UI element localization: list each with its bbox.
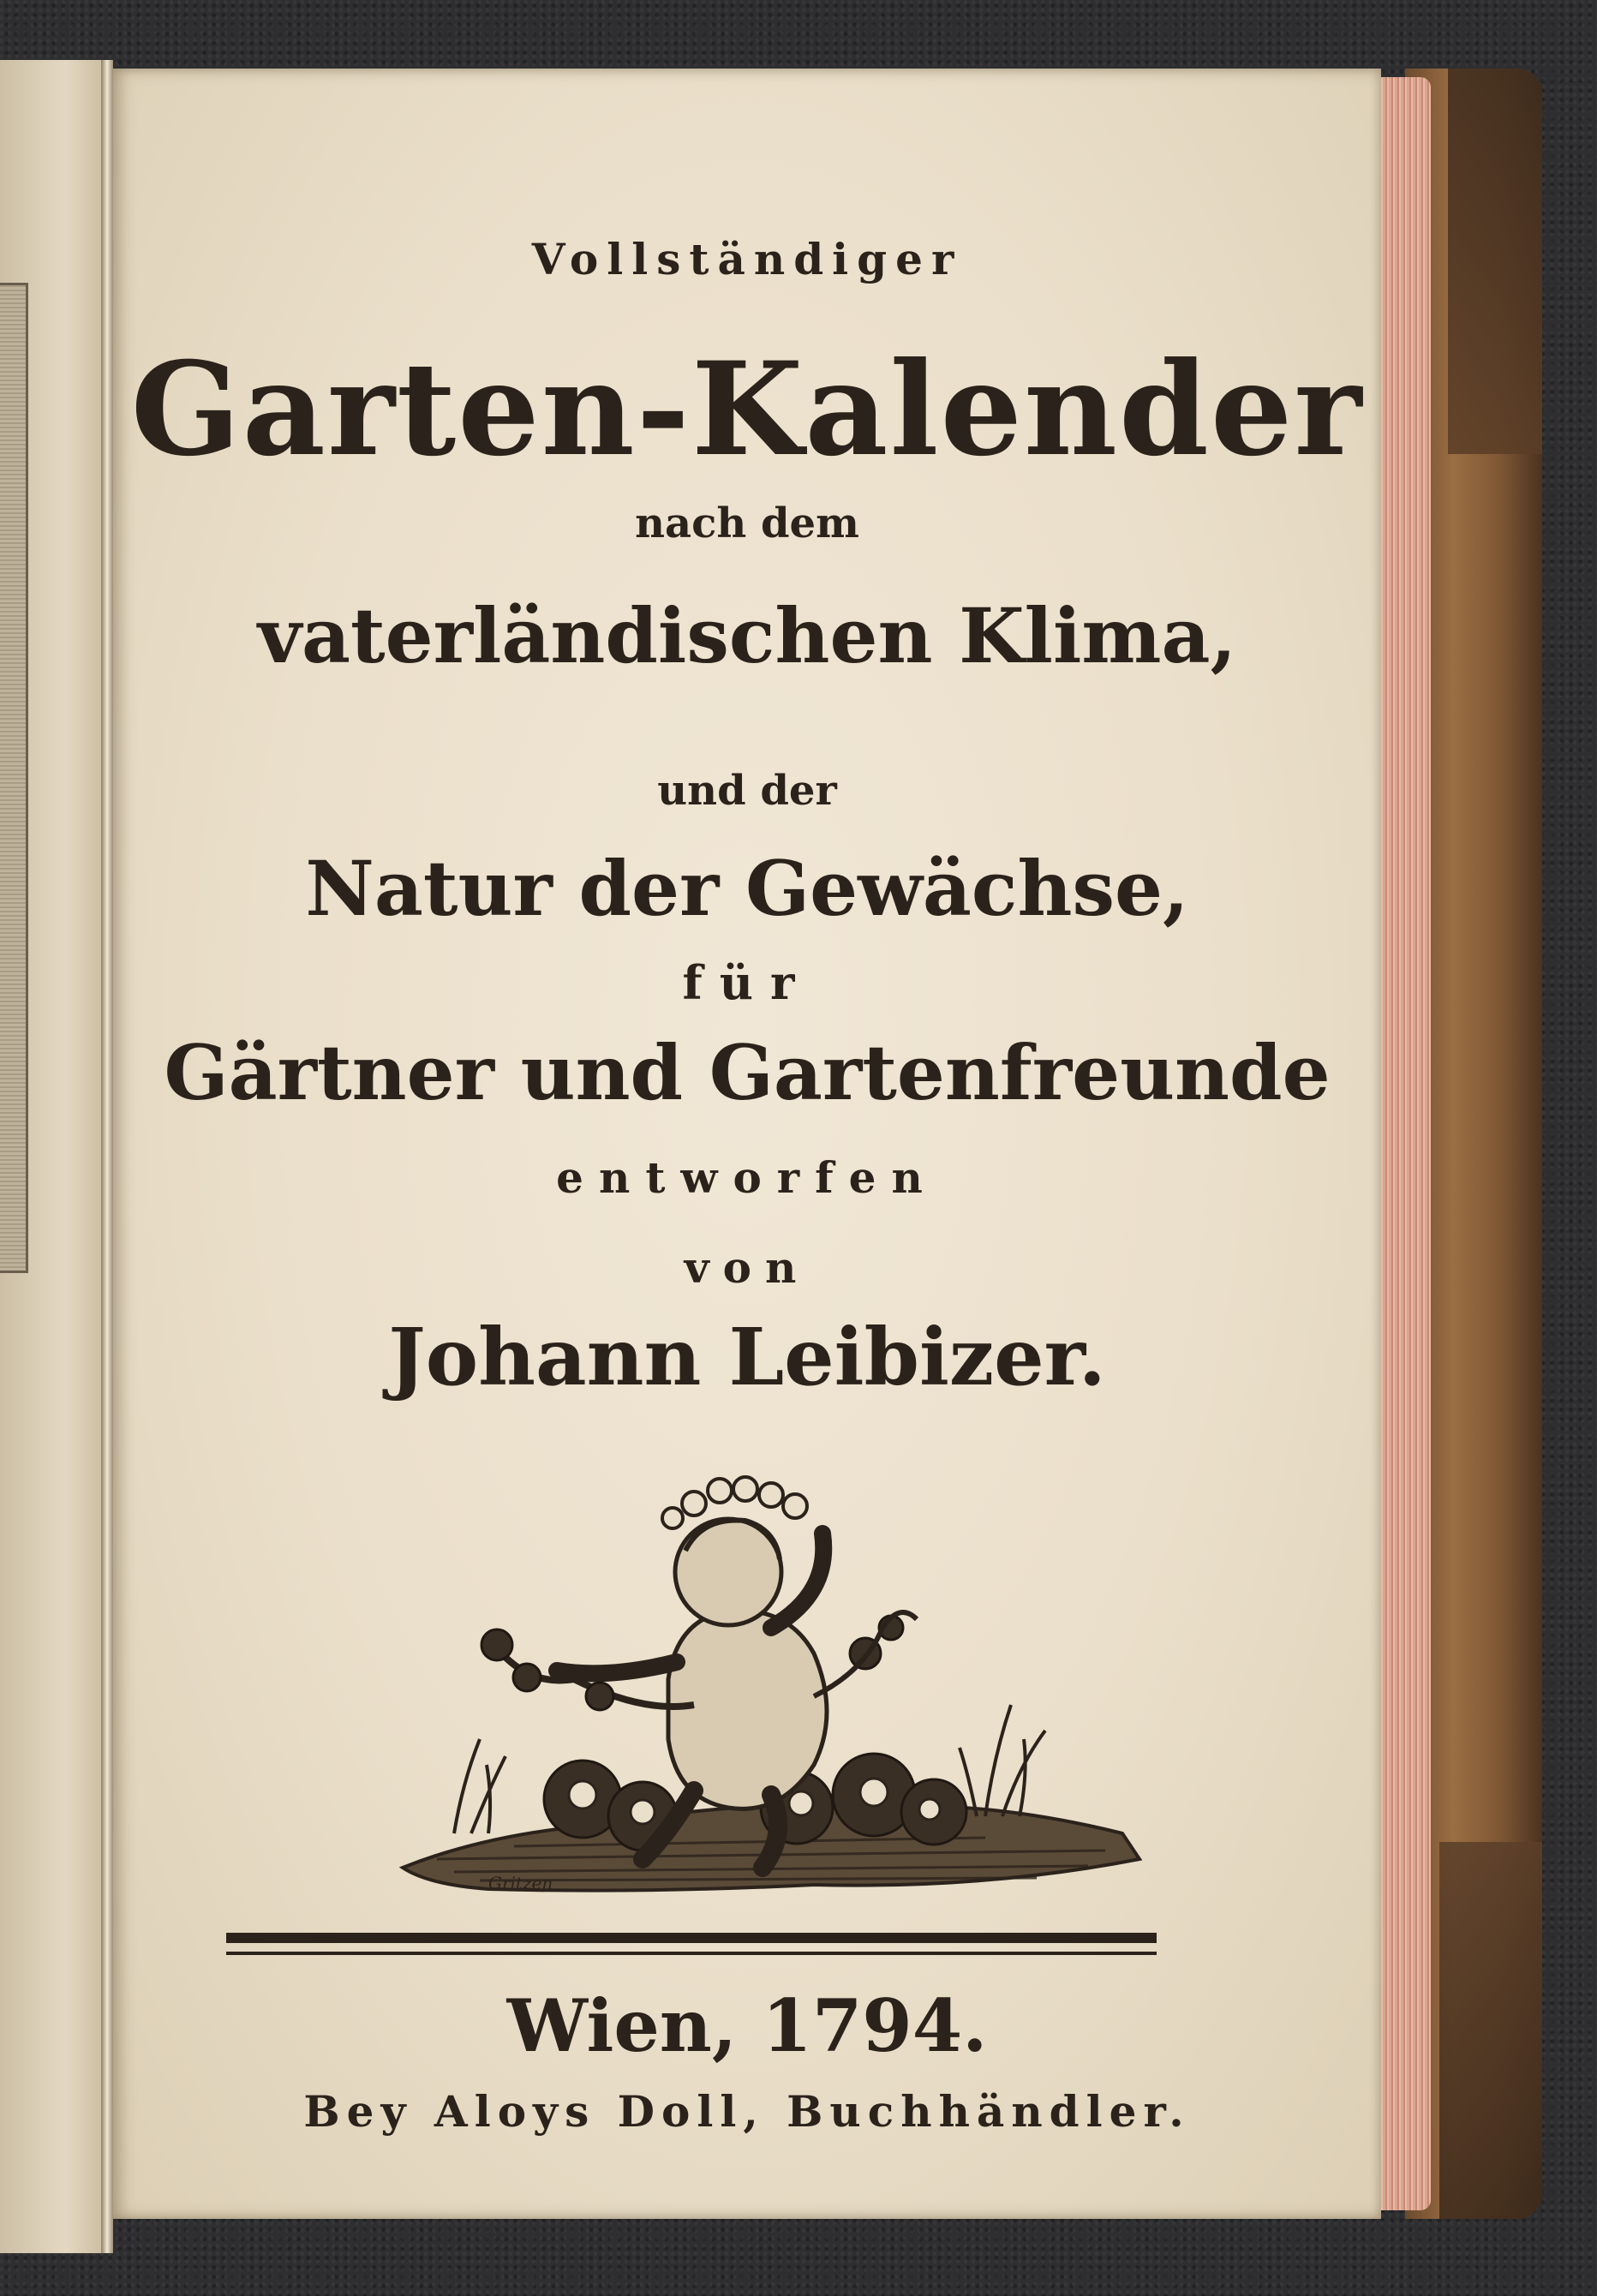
title-line-fuer: für bbox=[682, 955, 812, 1010]
imprint-place-year: Wien, 1794. bbox=[506, 1983, 988, 2068]
title-page bbox=[113, 69, 1381, 2219]
leather-corner-bottom bbox=[1439, 1842, 1542, 2219]
vignette-signature: Gritzen bbox=[488, 1873, 553, 1893]
rule-thin bbox=[226, 1952, 1157, 1955]
imprint-publisher: Bey Aloys Doll, Buchhändler. bbox=[303, 2086, 1191, 2137]
title-line-und-der: und der bbox=[657, 767, 837, 815]
left-page-edge bbox=[0, 60, 111, 2253]
leather-corner-top bbox=[1448, 69, 1542, 454]
author-name: Johann Leibizer. bbox=[388, 1311, 1106, 1403]
title-line-von: von bbox=[684, 1242, 810, 1293]
title-line-entworfen: entworfen bbox=[556, 1152, 938, 1203]
title-line-nach-dem: nach dem bbox=[635, 499, 859, 547]
title-line-klima: vaterländischen Klima, bbox=[257, 591, 1237, 680]
gutter-fold bbox=[101, 60, 113, 2253]
putto-vignette bbox=[386, 1456, 1157, 1902]
frontispiece-plate-edge bbox=[0, 283, 28, 1273]
title-line-natur: Natur der Gewächse, bbox=[305, 844, 1189, 933]
rule-thick bbox=[226, 1933, 1157, 1943]
main-title: Garten-Kalender bbox=[130, 334, 1364, 485]
title-line-gaertner: Gärtner und Gartenfreunde bbox=[164, 1028, 1331, 1117]
title-line-vollstaendiger: Vollständiger bbox=[531, 234, 963, 284]
